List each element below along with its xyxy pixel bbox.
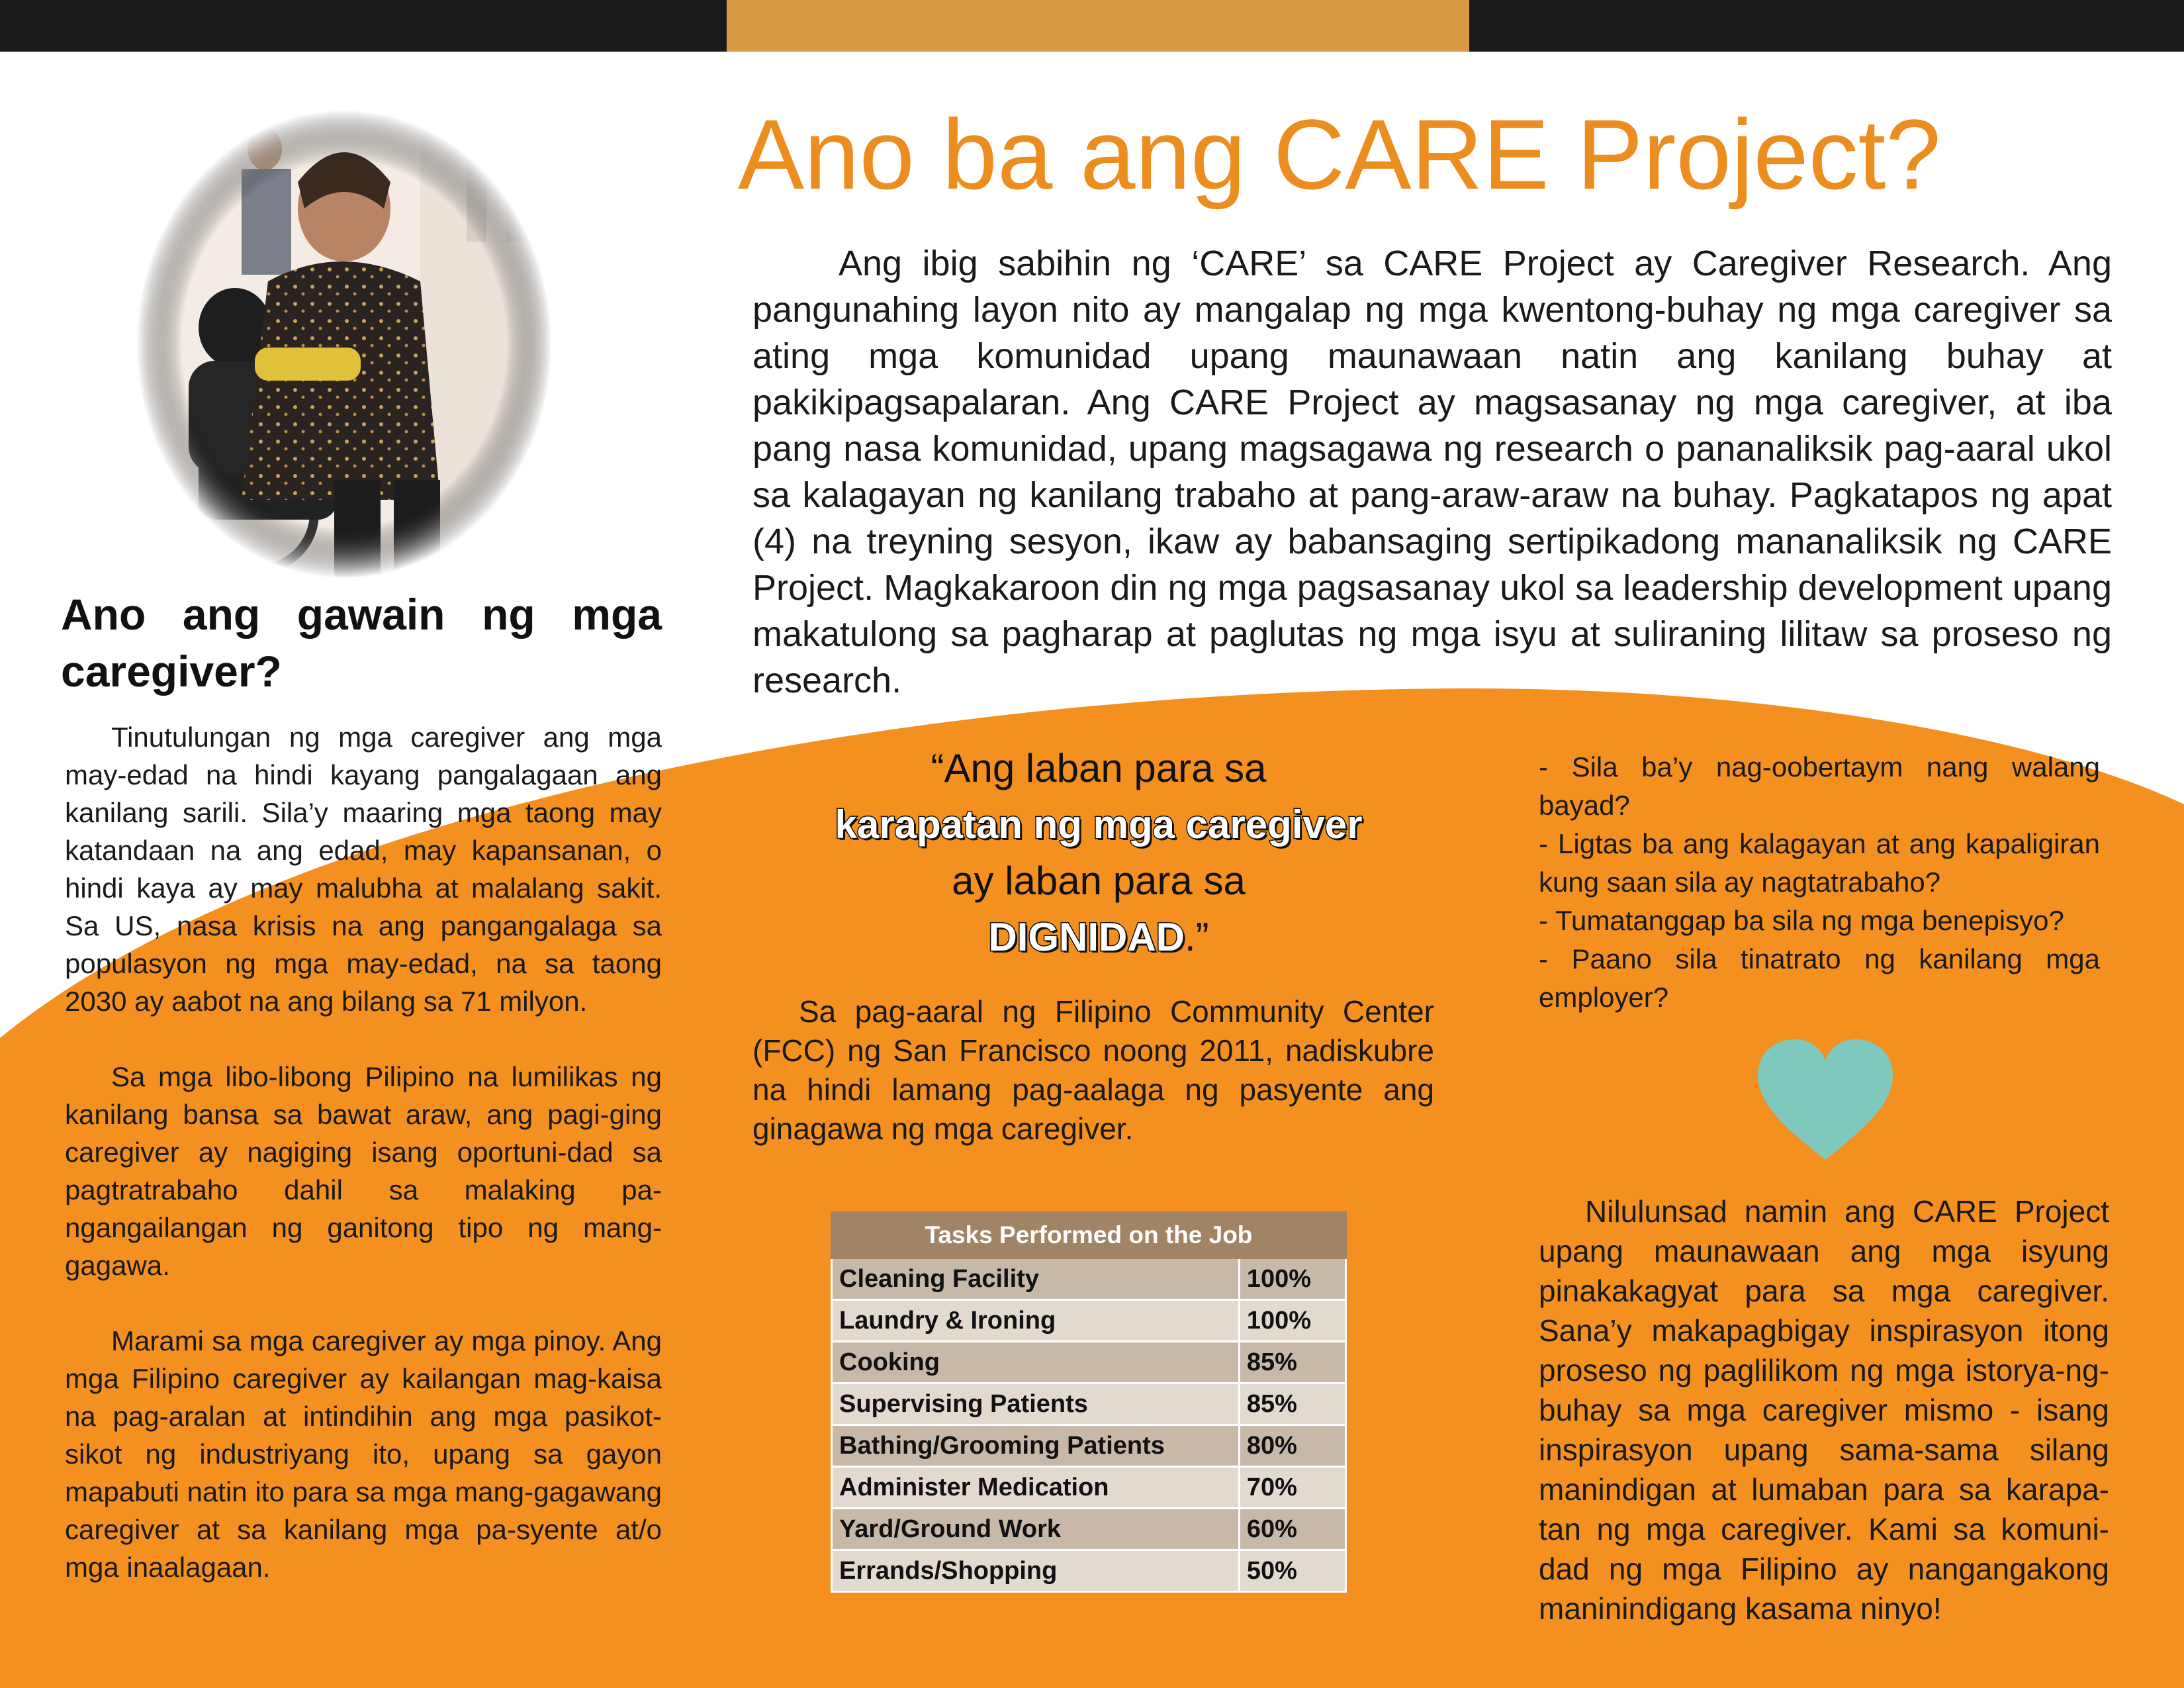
tasks-table [831, 1211, 1347, 1593]
questions-list [1539, 748, 2100, 1017]
question-item: - Sila ba’y nag-oobertaym nang walang bayad? [1539, 751, 2100, 821]
table-row [832, 1342, 1346, 1383]
top-bar-right [1469, 0, 2184, 52]
task-name-cell: Errands/Shopping [832, 1550, 1240, 1592]
table-row [832, 1258, 1346, 1300]
table-row [832, 1550, 1346, 1592]
question-item: - Paano sila tinatrato ng kanilang mga employer? [1539, 943, 2100, 1013]
table-row [832, 1300, 1346, 1342]
task-name-cell: Administer Medication [832, 1467, 1240, 1509]
task-percent-cell: 70% [1239, 1467, 1345, 1509]
fcc-study-paragraph: Sa pag-aaral ng Filipino Community Center (FCC) ng San Francisco noong 2011, nadiskubre na hindi lamang pag-aalaga ng pasyente ang ginagawa ng mga caregiver. [752, 994, 1434, 1146]
table-row [832, 1383, 1346, 1425]
task-name-cell: Bathing/Grooming Patients [832, 1425, 1240, 1467]
task-percent-cell: 100% [1239, 1258, 1345, 1300]
top-bar-accent [727, 0, 1469, 52]
task-name-cell: Cooking [832, 1342, 1240, 1383]
table-title: Tasks Performed on the Job [832, 1213, 1346, 1258]
quote-line-final [781, 909, 1416, 965]
quote-line: “Ang laban para sa [931, 746, 1267, 790]
task-percent-cell: 85% [1239, 1342, 1345, 1383]
task-percent-cell: 80% [1239, 1425, 1345, 1467]
caregiver-photo [136, 109, 553, 579]
left-paragraph: Marami sa mga caregiver ay mga pinoy. Ang mga Filipino caregiver ay kailangan mag-kaisa na pag-aralan at intindihin ang mga pasikot-sikot ng industriyang ito, upang sa gayon mapabuti natin ito para sa mga mang-gagawang caregiver at sa kanilang mga pa-syente at/o mga inaalagaan. [65, 1325, 662, 1583]
top-bar-left [0, 0, 727, 52]
task-name-cell: Supervising Patients [832, 1383, 1240, 1425]
quote-close-mark: .” [1185, 915, 1209, 959]
left-column-text [65, 718, 662, 1624]
task-percent-cell: 50% [1239, 1550, 1345, 1592]
tasks-table-body [832, 1258, 1346, 1592]
table-row [832, 1425, 1346, 1467]
question-item: - Tumatanggap ba sila ng mga benepisyo? [1539, 905, 2064, 936]
left-section-heading: Ano ang gawain ng mga caregiver? [61, 590, 662, 696]
closing-paragraph: Nilulunsad namin ang CARE Project upang maunawaan ang mga isyung pinakakagyat para sa mga caregiver. Sana’y makapagbigay inspirasyon itong proseso ng paglilikom ng mga istorya-ng-buhay sa mga caregiver mismo - isang inspirasyon upang sama-sama silang manindigan at lumaban para sa karapa-tan ng mga caregiver. Kami sa komuni-dad ng mga Filipino ay nangangakong maninindigang kasama ninyo! [1539, 1194, 2109, 1626]
heart-icon [1752, 1034, 1898, 1166]
task-name-cell: Cleaning Facility [832, 1258, 1240, 1300]
table-row [832, 1467, 1346, 1509]
left-paragraph: Tinutulungan ng mga caregiver ang mga may-edad na hindi kayang pangalagaan ang kanilang sarili. Sila’y maaring mga taong may katandaan na ang edad, may kapansanan, o hindi kaya ay may malubha at malalang sakit. Sa US, nasa krisis na ang pangangalaga sa populasyon ng mga may-edad, na sa taong 2030 ay aabot na ang bilang sa 71 milyon. [65, 722, 662, 1017]
left-paragraph: Sa mga libo-libong Pilipino na lumilikas ng kanilang bansa sa bawat araw, ang pagi-ging caregiver ay nagiging isang oportuni-dad sa pagtratrabaho dahil sa malaking pa-ngangailangan ng ganitong tipo ng mang-gagawa. [65, 1061, 662, 1281]
quote-highlight-dignidad: DIGNIDAD [988, 915, 1185, 959]
task-percent-cell: 100% [1239, 1300, 1345, 1342]
task-percent-cell: 60% [1239, 1509, 1345, 1550]
quote-highlight: karapatan ng mga caregiver [835, 802, 1363, 847]
quote-line: ay laban para sa [952, 859, 1246, 903]
task-name-cell: Yard/Ground Work [832, 1509, 1240, 1550]
pull-quote [781, 740, 1416, 965]
intro-paragraph: Ang ibig sabihin ng ‘CARE’ sa CARE Project ay Caregiver Research. Ang pangunahing layon nito ay mangalap ng mga kwentong-buhay ng mga caregiver sa ating mga komunidad upang maunawaan natin ang kanilang buhay at pakikipagsapalaran. Ang CARE Project ay magsasanay ng mga caregiver, at iba pang nasa komunidad, upang magsagawa ng research o pananaliksik pag-aaral ukol sa kalagayan ng kanilang trabaho at pang-araw-araw na buhay. Pagkatapos ng apat (4) na treyning sesyon, ikaw ay babansaging sertipikadong mananaliksik ng CARE Project. Magkakaroon din ng mga pagsasanay ukol sa leadership development upang makatulong sa pagharap at paglutas ng mga isyu at suliraning lilitaw sa proseso ng research. [752, 244, 2112, 700]
task-percent-cell: 85% [1239, 1383, 1345, 1425]
task-name-cell: Laundry & Ironing [832, 1300, 1240, 1342]
table-row [832, 1509, 1346, 1550]
question-item: - Ligtas ba ang kalagayan at ang kapaligiran kung saan sila ay nagtatrabaho? [1539, 828, 2100, 898]
page-title: Ano ba ang CARE Project? [738, 99, 1941, 210]
